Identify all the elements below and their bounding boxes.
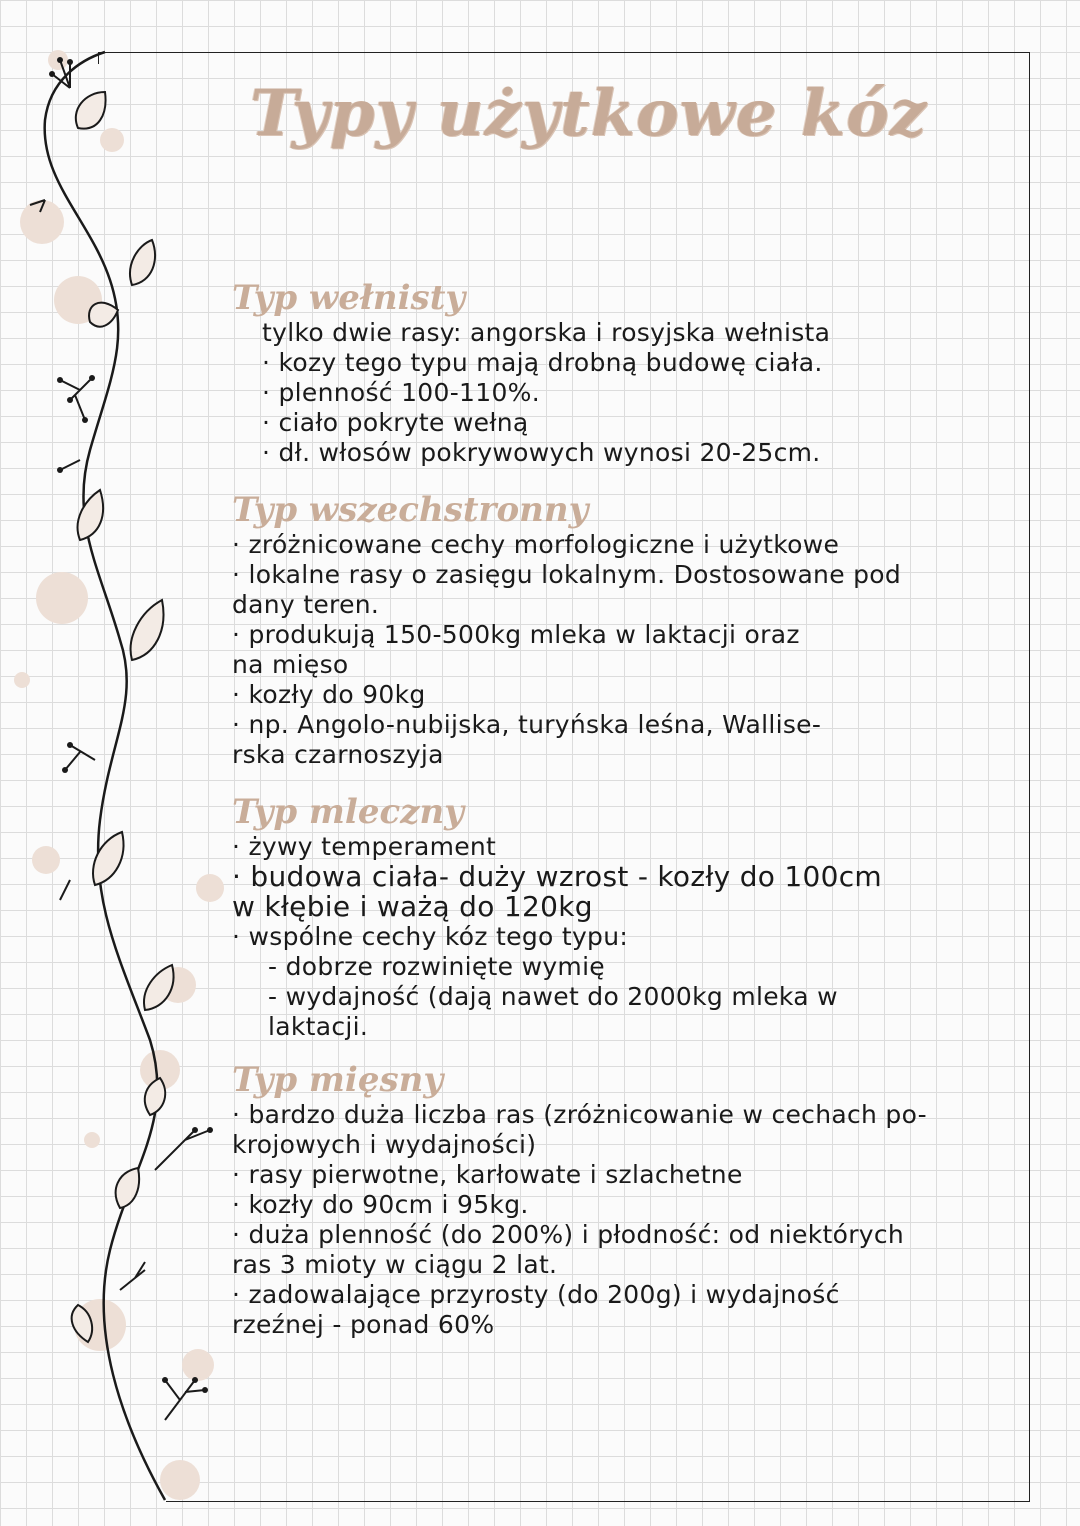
list-item: · zróżnicowane cechy morfologiczne i użytkowe (232, 530, 840, 559)
list-item: · lokalne rasy o zasięgu lokalnym. Dostosowane pod (232, 560, 902, 589)
list-item: · rasy pierwotne, karłowate i szlachetne (232, 1160, 743, 1189)
list-item: ras 3 mioty w ciągu 2 lat. (232, 1250, 558, 1279)
list-item: · np. Angolo-nubijska, turyńska leśna, Wallise- (232, 710, 822, 739)
list-item: · kozły do 90cm i 95kg. (232, 1190, 529, 1219)
list-item: · produkują 150-500kg mleka w laktacji oraz (232, 620, 800, 649)
section-wool-type (232, 278, 1022, 468)
list-item: · wspólne cechy kóz tego typu: (232, 922, 629, 951)
section-heading: Typ wszechstronny (232, 490, 589, 530)
vine-decoration-icon (0, 0, 240, 1526)
list-item: - wydajność (dają nawet do 2000kg mleka w (268, 982, 838, 1011)
list-item: · dł. włosów pokrywowych wynosi 20-25cm. (262, 438, 821, 467)
list-item: · duża plenność (do 200%) i płodność: od niektórych (232, 1220, 905, 1249)
list-item: · kozy tego typu mają drobną budowę ciała. (262, 348, 823, 377)
section-heading: Typ mięsny (232, 1060, 444, 1100)
page-title: Typy użytkowe kóz (250, 76, 928, 151)
section-dairy-type (232, 792, 1022, 1042)
section-meat-type (232, 1060, 1022, 1340)
list-item: tylko dwie rasy: angorska i rosyjska wełnista (262, 318, 831, 347)
list-item: · zadowalające przyrosty (do 200g) i wydajność (232, 1280, 840, 1309)
section-general-type (232, 490, 1022, 770)
section-heading: Typ mleczny (232, 792, 464, 832)
list-item: na mięso (232, 650, 349, 679)
list-item: · kozły do 90kg (232, 680, 426, 709)
list-item: · plenność 100-110%. (262, 378, 540, 407)
list-item: krojowych i wydajności) (232, 1130, 537, 1159)
section-heading: Typ wełnisty (232, 278, 466, 318)
list-item: w kłębie i ważą do 120kg (232, 890, 593, 923)
list-item: · żywy temperament (232, 832, 497, 861)
list-item: dany teren. (232, 590, 380, 619)
list-item: rzeźnej - ponad 60% (232, 1310, 495, 1339)
list-item: · ciało pokryte wełną (262, 408, 529, 437)
list-item: · budowa ciała- duży wzrost - kozły do 100cm (232, 860, 883, 893)
list-item: rska czarnoszyja (232, 740, 444, 769)
list-item: - dobrze rozwinięte wymię (268, 952, 605, 981)
list-item: · bardzo duża liczba ras (zróżnicowanie w cechach po- (232, 1100, 927, 1129)
list-item: laktacji. (268, 1012, 369, 1041)
